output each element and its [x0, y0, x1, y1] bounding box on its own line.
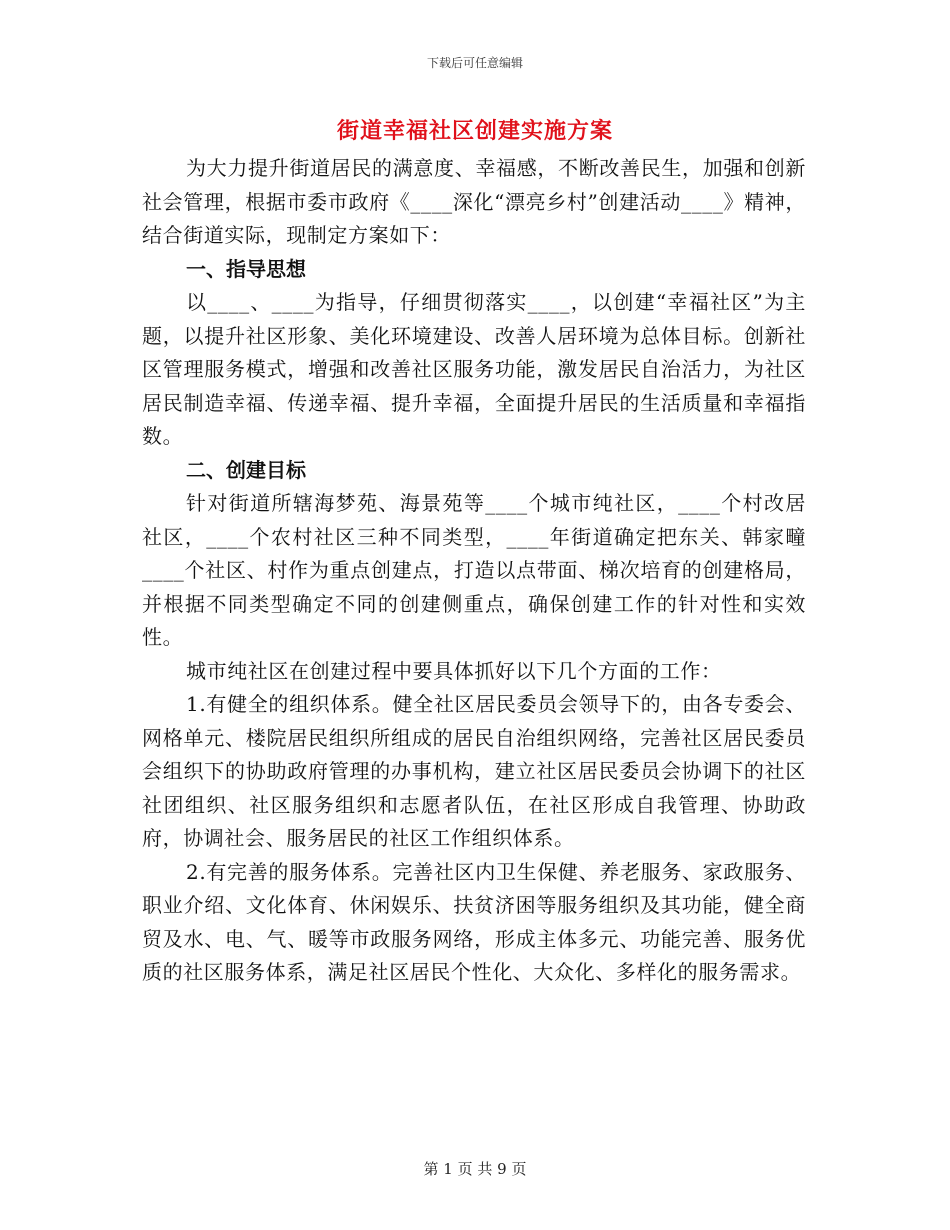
list-item-organization-system: 1.有健全的组织体系。健全社区居民委员会领导下的，由各专委会、网格单元、楼院居民组织所组成的居民自治组织网络，完善社区居民委员会组织下的协助政府管理的办事机构，建立社区居民委员会协调下的社区社团组织、社区服务组织和志愿者队伍，在社区形成自我管理、协助政府，协调社会、服务居民的社区工作组织体系。 [142, 692, 806, 850]
section-body-goals: 针对街道所辖海梦苑、海景苑等____个城市纯社区，____个村改居社区，____个农村社区三种不同类型，____年街道确定把东关、韩家疃____个社区、村作为重点创建点，打造以点带面、梯次培育的创建格局，并根据不同类型确定不同的创建侧重点，确保创建工作的针对性和实效性。 [142, 491, 806, 649]
lead-paragraph: 城市纯社区在创建过程中要具体抓好以下几个方面的工作： [186, 658, 722, 683]
list-item-service-system: 2.有完善的服务体系。完善社区内卫生保健、养老服务、家政服务、职业介绍、文化体育、休闲娱乐、扶贫济困等服务组织及其功能，健全商贸及水、电、气、暖等市政服务网络，形成主体多元、功能完善、服务优质的社区服务体系，满足社区居民个性化、大众化、多样化的服务需求。 [142, 859, 806, 984]
page-footer: 第 1 页 共 9 页 [423, 1160, 527, 1178]
document-title: 街道幸福社区创建实施方案 [336, 119, 613, 144]
section-body-guiding-ideology: 以____、____为指导，仔细贯彻落实____，以创建“幸福社区”为主题，以提升社区形象、美化环境建设、改善人居环境为总体目标。创新社区管理服务模式，增强和改善社区服务功能，激发居民自治活力，为社区居民制造幸福、传递幸福、提升幸福，全面提升居民的生活质量和幸福指数。 [142, 290, 806, 448]
section-heading-guiding-ideology: 一、指导思想 [186, 256, 306, 281]
intro-paragraph: 为大力提升街道居民的满意度、幸福感，不断改善民生，加强和创新社会管理，根据市委市政府《____深化“漂亮乡村”创建活动____》精神，结合街道实际，现制定方案如下： [142, 156, 806, 247]
section-heading-goals: 二、创建目标 [186, 457, 306, 482]
header-note: 下载后可任意编辑 [426, 56, 523, 70]
document-body [142, 152, 806, 990]
